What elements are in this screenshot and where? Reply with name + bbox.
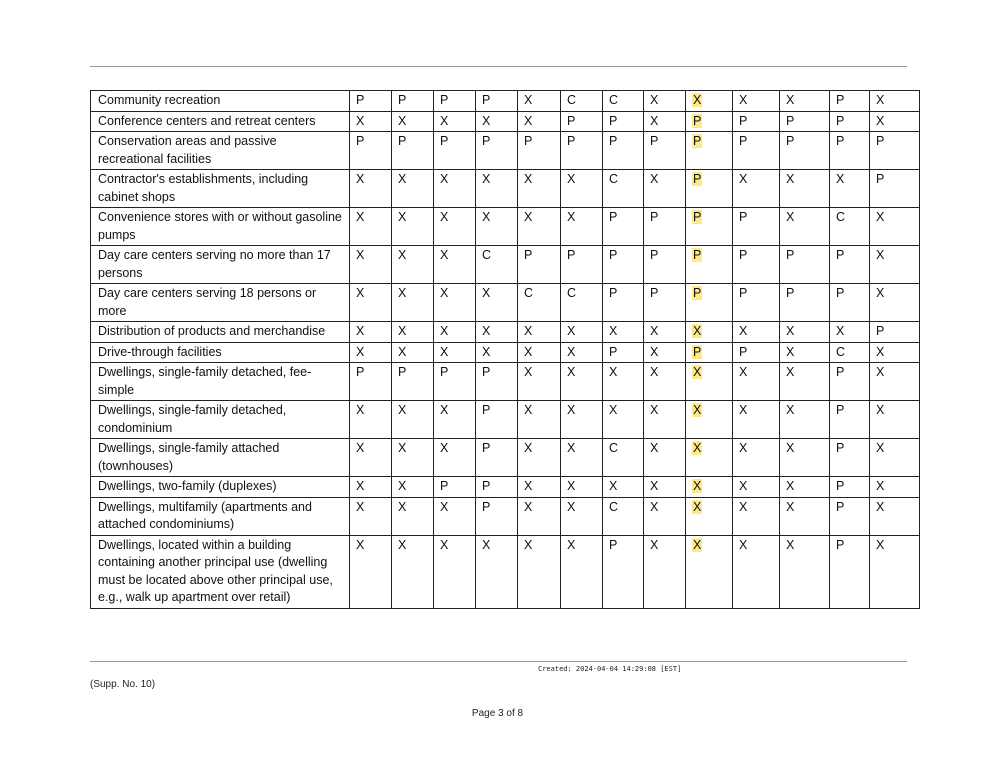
highlighted-value: P [693,344,702,359]
permission-cell: P [780,284,830,322]
permission-cell: X [603,477,644,498]
permission-cell: X [518,477,561,498]
table-row [91,497,920,535]
header-rule [90,66,907,67]
permission-cell: P [644,246,686,284]
permission-cell: X [780,342,830,363]
permission-cell: X [780,91,830,112]
permission-cell: X [350,284,392,322]
use-cell: Contractor's establishments, including cabinet shops [91,170,350,208]
permission-cell: X [561,477,603,498]
permission-cell: P [350,91,392,112]
permission-cell: X [780,208,830,246]
permission-cell: X [518,401,561,439]
permission-cell: X [870,477,920,498]
permission-cell: X [561,363,603,401]
permission-cell: X [350,342,392,363]
permission-cell: P [780,246,830,284]
use-cell: Dwellings, single-family detached, condominium [91,401,350,439]
permission-cell: X [350,401,392,439]
permission-cell: X [518,342,561,363]
table-row [91,111,920,132]
permission-cell: P [603,535,644,608]
permission-cell: P [733,284,780,322]
highlighted-value: X [693,93,702,107]
permission-cell: X [518,170,561,208]
permission-cell: X [434,284,476,322]
table-row [91,132,920,170]
permission-cell: X [350,439,392,477]
permission-cell: X [476,170,518,208]
permission-cell: P [603,246,644,284]
permission-cell: X [603,401,644,439]
permission-cell: X [434,439,476,477]
permission-cell [686,132,733,170]
table-row [91,208,920,246]
use-cell: Conservation areas and passive recreational facilities [91,132,350,170]
permission-cell: X [392,170,434,208]
table-row [91,284,920,322]
permission-cell: X [476,111,518,132]
permission-cell: P [870,322,920,343]
permission-cell: P [434,477,476,498]
permission-cell: X [733,535,780,608]
use-cell: Drive-through facilities [91,342,350,363]
permission-cell [686,363,733,401]
permission-cell: P [733,132,780,170]
permission-cell: X [350,208,392,246]
permission-cell: X [780,497,830,535]
highlighted-value: X [693,479,702,493]
permission-cell: P [434,363,476,401]
highlighted-value: X [693,365,702,379]
table-body [91,91,920,609]
permission-cell: X [350,111,392,132]
permission-cell: X [518,208,561,246]
permission-cell: X [392,111,434,132]
permission-cell: X [561,439,603,477]
permission-cell: X [644,439,686,477]
permission-cell: X [392,246,434,284]
permission-cell: P [733,246,780,284]
permission-cell: P [476,132,518,170]
permission-cell: X [350,322,392,343]
land-use-table [90,90,920,609]
permission-cell: C [518,284,561,322]
permission-cell: P [434,132,476,170]
permission-cell: X [518,91,561,112]
permission-cell: X [561,401,603,439]
permission-cell: P [476,91,518,112]
permission-cell: X [870,208,920,246]
permission-cell: P [644,132,686,170]
permission-cell: P [392,363,434,401]
highlighted-value: X [693,403,702,417]
use-cell: Day care centers serving no more than 17 persons [91,246,350,284]
permission-cell: P [830,477,870,498]
permission-cell: P [830,246,870,284]
page-number: Page 3 of 8 [471,708,524,719]
permission-cell: C [603,170,644,208]
permission-cell: X [392,535,434,608]
permission-cell: P [830,497,870,535]
permission-cell: P [392,132,434,170]
permission-cell: X [733,322,780,343]
table-row [91,439,920,477]
permission-cell: X [392,439,434,477]
permission-cell: X [870,246,920,284]
permission-cell [686,170,733,208]
permission-cell: C [830,208,870,246]
permission-cell: X [476,342,518,363]
use-cell: Dwellings, single-family attached (townhouses) [91,439,350,477]
permission-cell: P [603,111,644,132]
permission-cell: P [350,363,392,401]
permission-cell: X [476,284,518,322]
permission-cell: X [644,91,686,112]
highlighted-value: X [693,441,702,455]
permission-cell: X [870,363,920,401]
use-cell: Community recreation [91,91,350,112]
permission-cell: P [780,111,830,132]
table-row [91,363,920,401]
permission-cell: P [830,535,870,608]
permission-cell [686,439,733,477]
footer-rule [90,661,907,662]
permission-cell: X [392,477,434,498]
permission-cell: X [733,439,780,477]
permission-cell: X [603,363,644,401]
permission-cell: X [392,322,434,343]
permission-cell [686,111,733,132]
permission-cell: C [830,342,870,363]
use-cell: Dwellings, single-family detached, fee-simple [91,363,350,401]
permission-cell: X [644,322,686,343]
permission-cell: X [870,535,920,608]
permission-cell: X [392,284,434,322]
permission-cell: X [434,535,476,608]
permission-cell: C [603,91,644,112]
permission-cell [686,91,733,112]
highlighted-value: P [693,172,702,186]
permission-cell [686,246,733,284]
table-row [91,342,920,363]
permission-cell: X [870,284,920,322]
permission-cell: X [434,111,476,132]
table-row [91,401,920,439]
use-cell: Dwellings, located within a building containing another principal use (dwelling must be located above other principal use, e.g., walk up apartment over retail) [91,535,350,608]
permission-cell: X [644,342,686,363]
permission-cell: P [350,132,392,170]
permission-cell: X [392,208,434,246]
permission-cell: X [434,401,476,439]
supplement-number: (Supp. No. 10) [90,679,156,690]
permission-cell: C [561,284,603,322]
permission-cell: X [644,477,686,498]
permission-cell: P [830,132,870,170]
permission-cell: X [561,322,603,343]
use-cell: Day care centers serving 18 persons or more [91,284,350,322]
permission-cell: P [830,111,870,132]
permission-cell: X [733,363,780,401]
permission-cell [686,535,733,608]
permission-cell: P [830,401,870,439]
permission-cell: P [392,91,434,112]
permission-cell: X [350,477,392,498]
permission-cell: P [870,132,920,170]
table-row [91,246,920,284]
permission-cell: X [434,246,476,284]
permission-cell: X [733,170,780,208]
permission-cell: X [644,497,686,535]
permission-cell: X [870,497,920,535]
table-row [91,322,920,343]
permission-cell: P [733,208,780,246]
permission-cell: X [644,535,686,608]
permission-cell: X [644,363,686,401]
permission-cell [686,497,733,535]
permission-cell: X [733,497,780,535]
permission-cell: P [476,497,518,535]
permission-cell: X [518,497,561,535]
permission-cell: P [830,439,870,477]
permission-cell: X [644,401,686,439]
permission-cell: X [561,497,603,535]
permission-cell [686,284,733,322]
permission-cell: X [561,208,603,246]
permission-cell: P [830,91,870,112]
permission-cell: X [392,342,434,363]
permission-cell: X [870,439,920,477]
permission-cell [686,477,733,498]
permission-cell: X [733,401,780,439]
permission-cell: P [870,170,920,208]
permission-cell: X [561,535,603,608]
table-row [91,91,920,112]
highlighted-value: X [693,499,702,514]
permission-cell: C [603,439,644,477]
permission-cell: X [561,342,603,363]
permission-cell: X [780,322,830,343]
permission-cell: X [518,439,561,477]
permission-cell: C [476,246,518,284]
permission-cell: C [561,91,603,112]
permission-cell: X [434,208,476,246]
permission-cell: P [518,132,561,170]
highlighted-value: P [693,210,702,224]
permission-cell: P [518,246,561,284]
permission-cell: X [476,208,518,246]
permission-cell: X [733,477,780,498]
permission-cell: X [434,342,476,363]
permission-cell: X [780,401,830,439]
created-timestamp: Created: 2024-04-04 14:29:08 [EST] [538,665,682,673]
permission-cell: X [350,170,392,208]
permission-cell: P [561,132,603,170]
permission-cell: X [780,439,830,477]
permission-cell [686,342,733,363]
permission-cell: P [603,342,644,363]
permission-cell: P [476,477,518,498]
permission-cell: X [780,363,830,401]
permission-cell: P [434,91,476,112]
permission-cell: P [603,208,644,246]
permission-cell: X [561,170,603,208]
permission-cell: X [870,401,920,439]
permission-cell: X [603,322,644,343]
permission-cell: X [476,535,518,608]
use-cell: Dwellings, multifamily (apartments and attached condominiums) [91,497,350,535]
permission-cell: X [392,401,434,439]
permission-cell: X [830,170,870,208]
highlighted-value: P [693,286,702,300]
permission-cell: X [434,170,476,208]
permission-cell: X [733,91,780,112]
permission-cell: X [870,111,920,132]
permission-cell: P [561,111,603,132]
permission-cell: P [780,132,830,170]
permission-cell: X [476,322,518,343]
permission-cell: X [434,497,476,535]
permission-cell: X [870,91,920,112]
permission-cell: X [350,497,392,535]
permission-cell: X [518,363,561,401]
permission-cell: X [518,322,561,343]
permission-cell: X [644,111,686,132]
permission-cell: P [733,342,780,363]
permission-cell: P [476,401,518,439]
permission-cell: X [434,322,476,343]
use-cell: Conference centers and retreat centers [91,111,350,132]
permission-cell: P [830,284,870,322]
use-cell: Distribution of products and merchandise [91,322,350,343]
permission-cell: X [780,477,830,498]
table-row [91,535,920,608]
highlighted-value: P [693,113,702,128]
table-row [91,170,920,208]
permission-cell: X [780,535,830,608]
permission-cell [686,401,733,439]
permission-cell: X [350,535,392,608]
permission-cell: P [476,439,518,477]
permission-cell [686,208,733,246]
permission-cell: P [733,111,780,132]
permission-cell: P [476,363,518,401]
permission-cell: P [561,246,603,284]
permission-cell: X [830,322,870,343]
permission-cell: X [350,246,392,284]
table-row [91,477,920,498]
permission-cell: X [644,170,686,208]
permission-cell: X [518,111,561,132]
permission-cell [686,322,733,343]
permission-cell: P [644,284,686,322]
highlighted-value: X [693,324,702,338]
highlighted-value: P [693,248,702,262]
permission-cell: X [870,342,920,363]
permission-cell: P [644,208,686,246]
permission-cell: C [603,497,644,535]
permission-cell: X [518,535,561,608]
permission-cell: P [830,363,870,401]
use-cell: Dwellings, two-family (duplexes) [91,477,350,498]
permission-cell: X [780,170,830,208]
highlighted-value: X [693,537,702,552]
permission-cell: X [392,497,434,535]
use-cell: Convenience stores with or without gasoline pumps [91,208,350,246]
highlighted-value: P [693,134,702,148]
permission-cell: P [603,132,644,170]
permission-cell: P [603,284,644,322]
